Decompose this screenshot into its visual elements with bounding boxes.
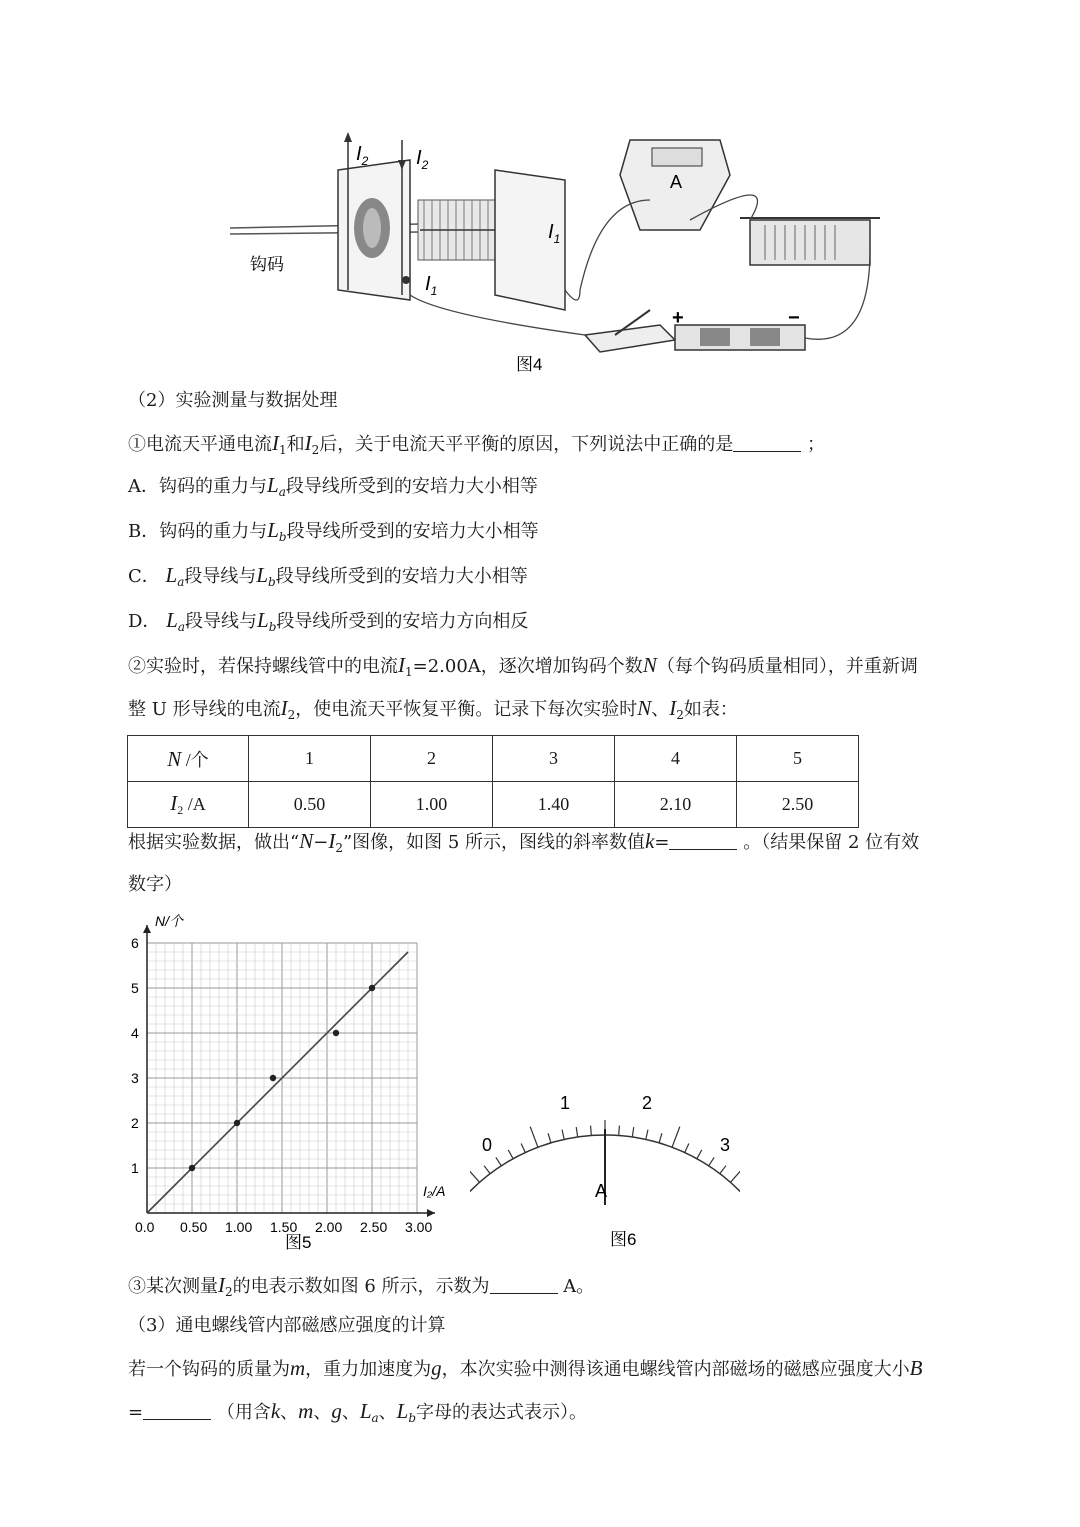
scale-tick bbox=[697, 1150, 702, 1159]
x-tick-label: 1.50 bbox=[270, 1219, 298, 1235]
data-point bbox=[234, 1120, 240, 1126]
answer-blank-reading[interactable] bbox=[490, 1275, 558, 1294]
section-2-heading: （2）实验测量与数据处理 bbox=[128, 390, 338, 411]
figure-5-graph bbox=[125, 908, 465, 1258]
section-3-line-2: = （用含k、m、g、$L_a$、$L_b$字母的表达式表示）。 bbox=[128, 1399, 588, 1425]
fig4-battery-minus: − bbox=[788, 307, 800, 329]
table-row-i2 bbox=[128, 782, 859, 828]
fig4-i1-coil-label: $I_1$ bbox=[548, 221, 561, 246]
data-point bbox=[189, 1165, 195, 1171]
fig4-battery-plus: + bbox=[672, 307, 684, 329]
fig4-ammeter-label: A bbox=[670, 172, 683, 192]
fig5-y-axis-label: N/个 bbox=[155, 913, 183, 929]
question-1: ①电流天平通电流$I_1$和$I_2$后，关于电流天平平衡的原因，下列说法中正确的是 ； bbox=[128, 431, 826, 457]
question-2-line-2: 整 U 形导线的电流$I_2$，使电流天平恢复平衡。记录下每次实验时N、$I_2$如表： bbox=[128, 696, 738, 722]
option-c: C． $L_a$段导线与$L_b$段导线所受到的安培力大小相等 bbox=[128, 563, 528, 589]
y-tick-label: 6 bbox=[131, 935, 139, 951]
answer-blank-b[interactable] bbox=[143, 1401, 211, 1420]
scale-tick bbox=[632, 1127, 633, 1137]
answer-blank-slope[interactable] bbox=[669, 831, 737, 850]
x-tick-label: 3.00 bbox=[405, 1219, 433, 1235]
fig6-caption: 图6 bbox=[610, 1230, 637, 1249]
figure-6-meter bbox=[470, 1085, 740, 1255]
after-table-line-2: 数字） bbox=[128, 874, 182, 895]
scale-tick bbox=[730, 1171, 740, 1182]
data-table bbox=[127, 735, 859, 828]
scale-tick bbox=[672, 1127, 680, 1148]
scale-tick bbox=[709, 1157, 714, 1165]
y-axis-arrow bbox=[143, 925, 151, 933]
scale-tick bbox=[521, 1143, 525, 1152]
x-tick-label: 2.50 bbox=[360, 1219, 388, 1235]
y-tick-label: 5 bbox=[131, 980, 139, 996]
scale-tick bbox=[720, 1166, 726, 1174]
fig6-scale-label-3: 3 bbox=[720, 1135, 731, 1155]
scale-tick bbox=[619, 1126, 620, 1136]
scale-tick bbox=[548, 1133, 551, 1143]
x-tick-label: 1.00 bbox=[225, 1219, 253, 1235]
table-row-n bbox=[128, 736, 859, 782]
scale-tick bbox=[470, 1171, 480, 1182]
fig4-i2-left-label: $I_2$ bbox=[356, 143, 369, 168]
x-tick-label: 2.00 bbox=[315, 1219, 343, 1235]
scale-tick bbox=[530, 1127, 538, 1148]
y-tick-label: 2 bbox=[131, 1115, 139, 1131]
table-header-n: N /个 bbox=[128, 736, 249, 782]
fig6-scale-label-2: 2 bbox=[642, 1093, 653, 1113]
table-cell: 1.40 bbox=[493, 782, 615, 828]
data-point bbox=[369, 985, 375, 991]
table-cell: 2.50 bbox=[737, 782, 859, 828]
table-cell: 5 bbox=[737, 736, 859, 782]
table-cell: 2 bbox=[371, 736, 493, 782]
scale-tick bbox=[659, 1133, 662, 1143]
scale-tick bbox=[591, 1126, 592, 1136]
section-3-heading: （3）通电螺线管内部磁感应强度的计算 bbox=[128, 1315, 446, 1336]
fig6-pointer-label: A bbox=[595, 1181, 608, 1201]
fig5-caption: 图5 bbox=[285, 1233, 312, 1252]
question-3: ③某次测量$I_2$的电表示数如图 6 所示，示数为 A。 bbox=[128, 1273, 595, 1299]
y-tick-label: 3 bbox=[131, 1070, 139, 1086]
option-a: A．钩码的重力与$L_a$段导线所受到的安培力大小相等 bbox=[128, 473, 538, 499]
scale-tick bbox=[685, 1143, 689, 1152]
y-tick-label: 4 bbox=[131, 1025, 139, 1041]
x-tick-label: 0.0 bbox=[135, 1219, 155, 1235]
scale-tick bbox=[576, 1127, 577, 1137]
figure-4-apparatus bbox=[220, 120, 900, 380]
x-tick-label: 0.50 bbox=[180, 1219, 208, 1235]
table-cell: 2.10 bbox=[615, 782, 737, 828]
scale-tick bbox=[646, 1130, 648, 1140]
table-header-i2: $I_2$ /A bbox=[128, 782, 249, 828]
section-3-line-1: 若一个钩码的质量为m，重力加速度为g，本次实验中测得该通电螺线管内部磁场的磁感应强度大小B bbox=[128, 1356, 923, 1380]
y-tick-label: 1 bbox=[131, 1160, 139, 1176]
fig4-caption: 图4 bbox=[516, 355, 543, 374]
table-cell: 0.50 bbox=[249, 782, 371, 828]
fit-line bbox=[147, 952, 408, 1213]
answer-blank-1[interactable] bbox=[733, 433, 801, 452]
fig4-i1-bottom-label: $I_1$ bbox=[425, 273, 438, 298]
table-cell: 4 bbox=[615, 736, 737, 782]
option-b: B．钩码的重力与$L_b$段导线所受到的安培力大小相等 bbox=[128, 518, 539, 544]
fig4-i2-right-label: $I_2$ bbox=[416, 147, 429, 172]
data-point bbox=[333, 1030, 339, 1036]
table-cell: 1.00 bbox=[371, 782, 493, 828]
scale-tick bbox=[484, 1166, 490, 1174]
fig4-weight-label: 钩码 bbox=[250, 255, 284, 274]
fig6-scale-label-1: 1 bbox=[560, 1093, 571, 1113]
question-2-line-1: ②实验时，若保持螺线管中的电流$I_1=2.00A$，逐次增加钩码个数N（每个钩码质量相同），并重新调 bbox=[128, 653, 918, 679]
scale-tick bbox=[562, 1130, 564, 1140]
data-point bbox=[270, 1075, 276, 1081]
fig5-x-axis-label: I₂/A bbox=[423, 1183, 446, 1199]
fig6-scale-label-0: 0 bbox=[482, 1135, 493, 1155]
table-cell: 1 bbox=[249, 736, 371, 782]
x-axis-arrow bbox=[427, 1209, 435, 1217]
table-cell: 3 bbox=[493, 736, 615, 782]
scale-tick bbox=[508, 1150, 513, 1159]
after-table-line-1: 根据实验数据，做出“$N-I_2$”图像，如图 5 所示，图线的斜率数值k= 。（结果保留 2 位有效 bbox=[128, 829, 920, 855]
scale-tick bbox=[496, 1157, 501, 1165]
option-d: D． $L_a$段导线与$L_b$段导线所受到的安培力方向相反 bbox=[128, 608, 529, 634]
